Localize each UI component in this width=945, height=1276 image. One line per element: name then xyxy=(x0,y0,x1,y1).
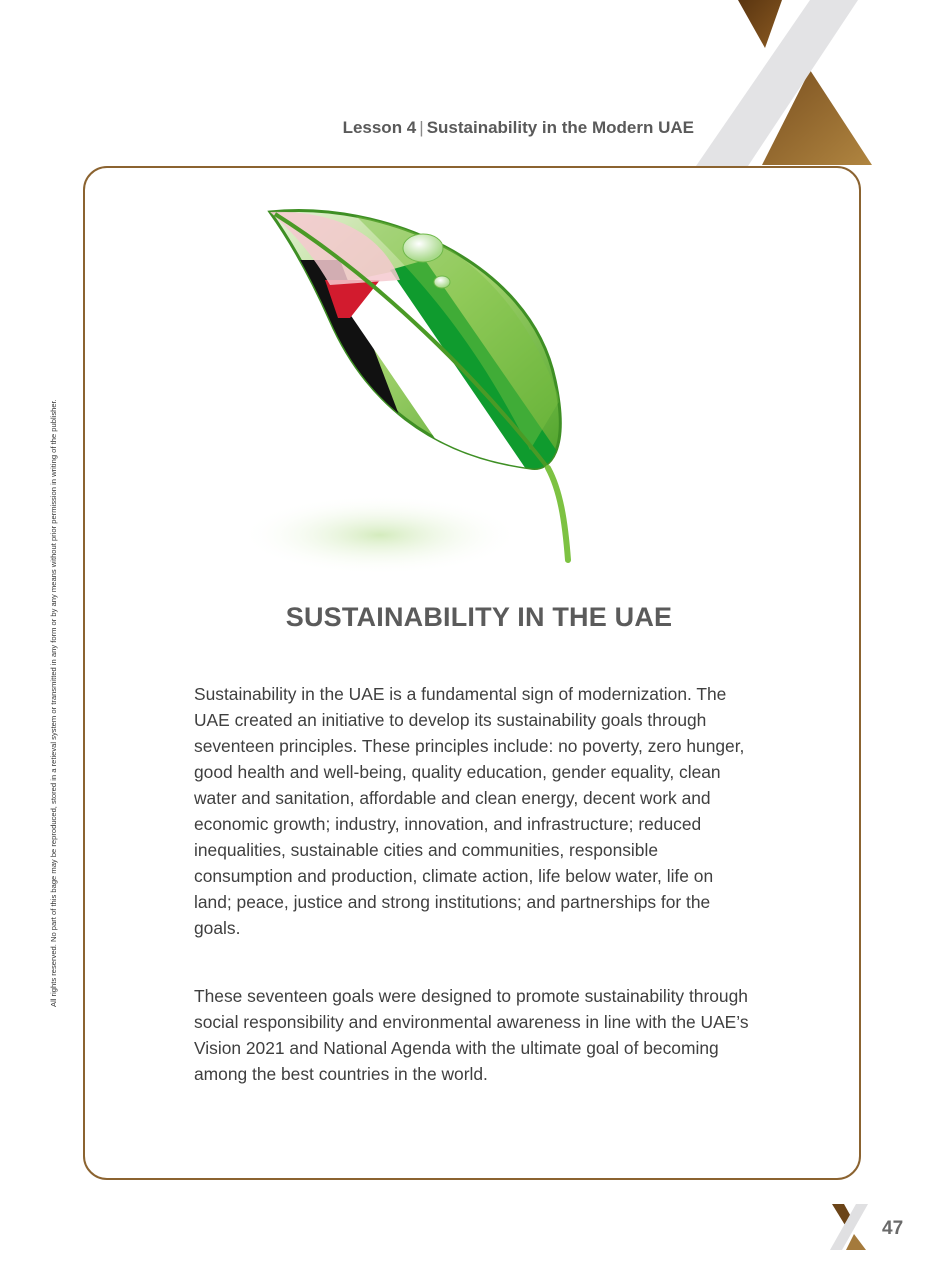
lesson-label: Lesson 4 xyxy=(342,118,417,137)
uae-flag-leaf-illustration xyxy=(230,200,590,590)
corner-decoration xyxy=(690,0,880,170)
water-drop xyxy=(434,276,450,288)
lesson-header xyxy=(0,118,694,138)
page-number-logo xyxy=(826,1204,872,1252)
water-drop xyxy=(403,234,443,262)
lesson-topic: Sustainability in the Modern UAE xyxy=(426,118,694,137)
leaf-reflection xyxy=(240,495,520,575)
body-paragraph-1: Sustainability in the UAE is a fundamental sign of modernization. The UAE created an initiative to develop its sustainability goals through seventeen principles. These principles include: no poverty, zero hunger, good health and well-being, quality education, gender equality, clean water and sanitation, affordable and clean energy, decent work and economic growth; industry, innovation, and infrastructure; reduced inequalities, sustainable cities and communities, responsible consumption and production, climate action, life below water, life on land; peace, justice and strong institutions; and partnerships for the goals. xyxy=(194,684,745,938)
copyright-notice: All rights reserved. No part of this bage may be reproduced, stored in a retieval system or transmitted in any form or by any means without prior permission in writing of the publisher. xyxy=(49,399,58,1007)
page-title: SUSTAINABILITY IN THE UAE xyxy=(285,602,673,632)
header-separator: | xyxy=(419,118,424,137)
body-paragraph-2: These seventeen goals were designed to promote sustainability through social responsibility and environmental awareness in line with the UAE’s Vision 2021 and National Agenda with the ultimate goal of becoming among the best countries in the world. xyxy=(194,986,749,1084)
page-number: 47 xyxy=(882,1218,904,1239)
